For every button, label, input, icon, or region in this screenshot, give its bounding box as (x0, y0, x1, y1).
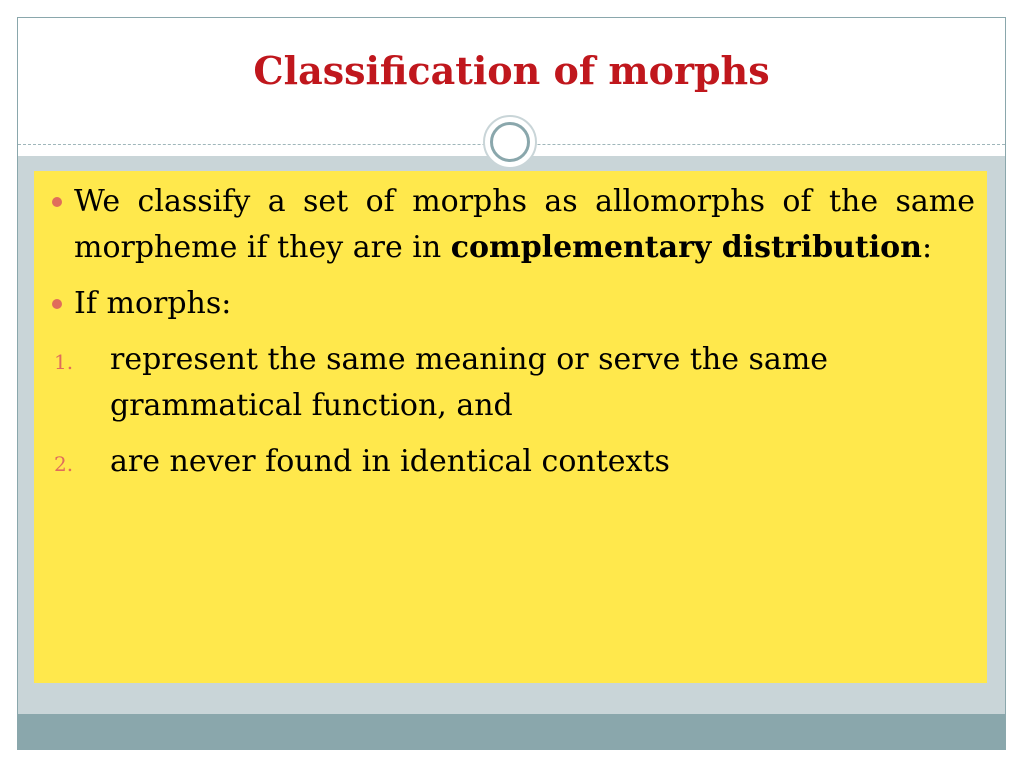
item-number: 1. (54, 350, 74, 374)
bottom-band (18, 714, 1005, 750)
content-box (34, 171, 987, 683)
numbered-text: represent the same meaning or serve the same grammatical function, and (110, 342, 829, 423)
bullet-punctuation: : (921, 230, 933, 265)
circle-ornament-icon (483, 115, 537, 169)
bullet-bold-term: complementary distribution (450, 230, 922, 265)
numbered-item (50, 439, 975, 485)
bullet-text: We classify a set of morphs as allomorphs of the same morpheme if they are in (74, 184, 975, 265)
bullet-dot-icon (52, 197, 62, 207)
bullet-item (50, 281, 975, 327)
circle-ornament-inner (490, 122, 530, 162)
bullet-text: If morphs: (74, 286, 232, 321)
numbered-item (50, 337, 975, 429)
bullet-item (50, 179, 975, 271)
numbered-text: are never found in identical contexts (110, 444, 670, 479)
bullet-dot-icon (52, 299, 62, 309)
slide-frame (17, 17, 1006, 750)
item-number: 2. (54, 452, 74, 476)
slide-title: Classification of morphs (253, 48, 770, 93)
